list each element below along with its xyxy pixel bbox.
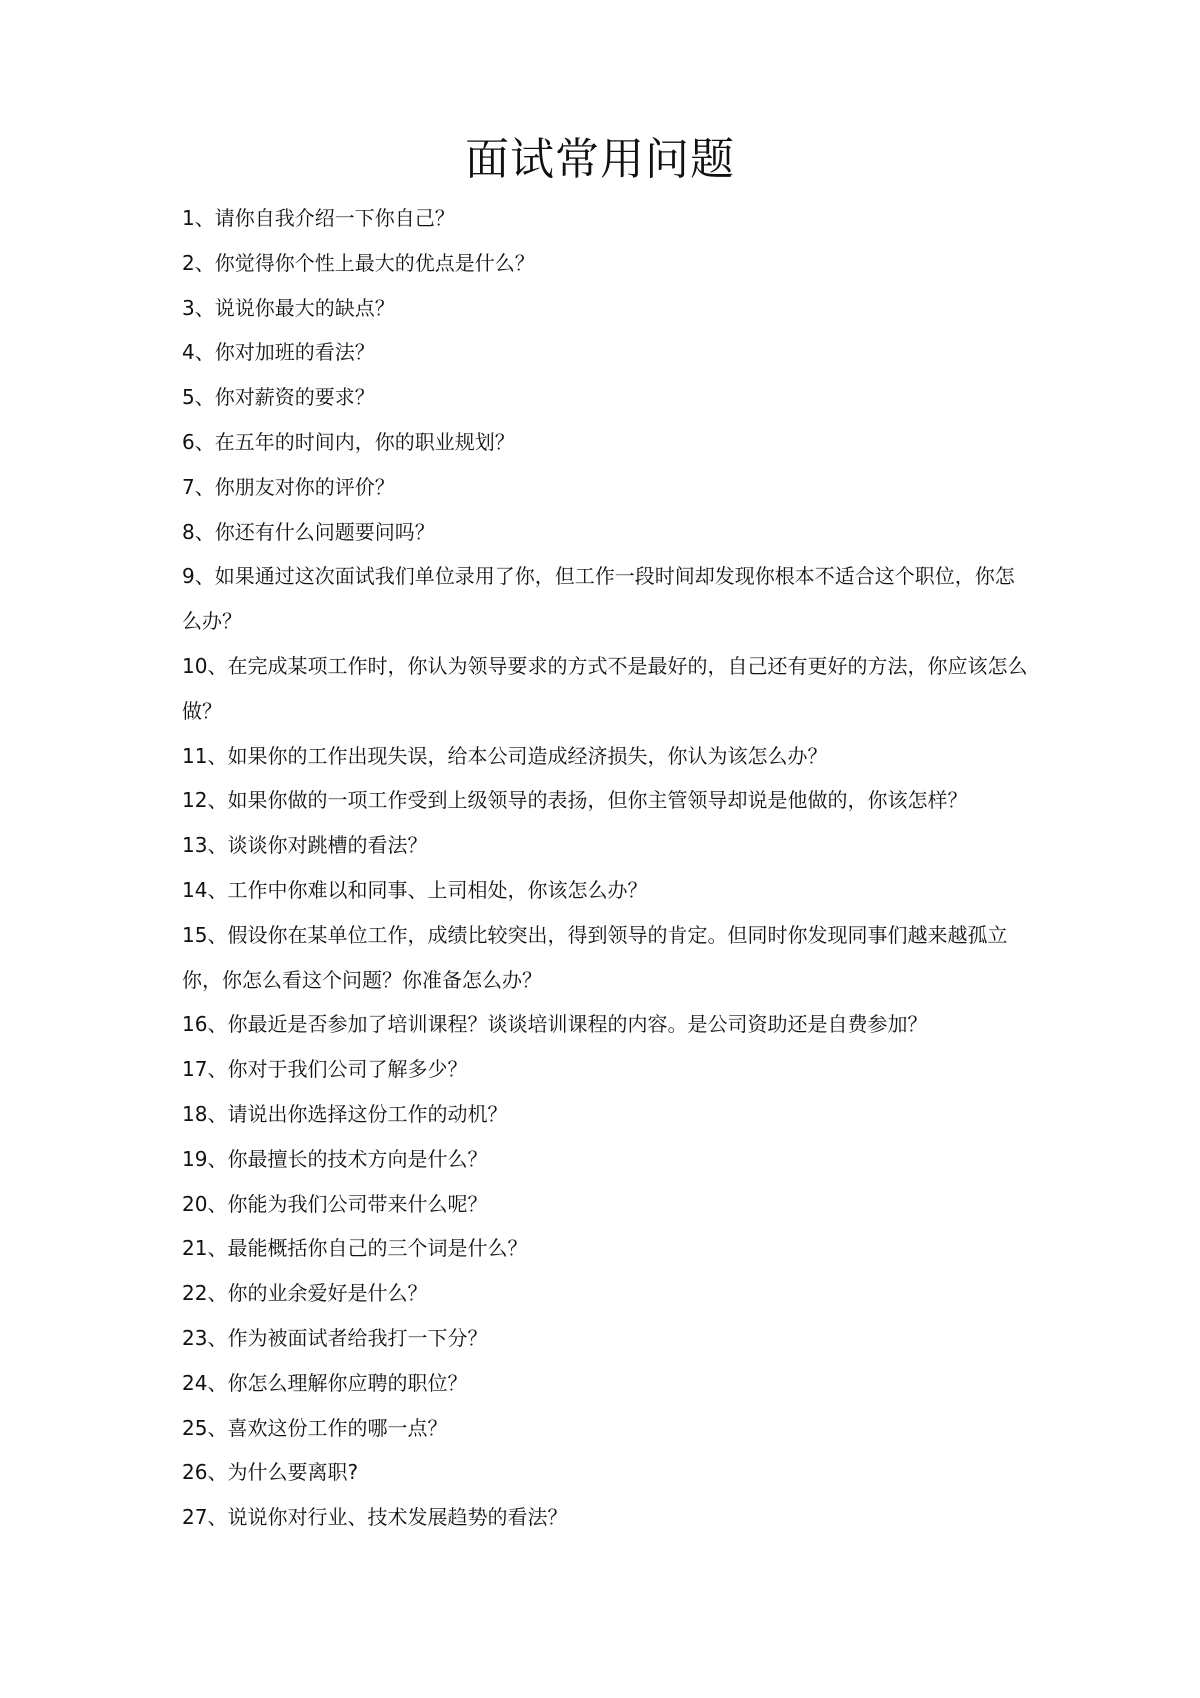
list-item: 7、你朋友对你的评价？ — [182, 474, 395, 499]
list-item: 18、请说出你选择这份工作的动机？ — [182, 1101, 508, 1126]
list-item: 3、说说你最大的缺点？ — [182, 295, 395, 320]
list-item: 13、谈谈你对跳槽的看法？ — [182, 833, 428, 858]
list-item: 9、如果通过这次面试我们单位录用了你，但工作一段时间却发现你根本不适合这个职位，你怎么办？ — [182, 564, 1015, 634]
list-item: 17、你对于我们公司了解多少？ — [182, 1057, 468, 1082]
question-list — [182, 196, 1032, 1540]
list-item: 22、你的业余爱好是什么？ — [182, 1281, 428, 1306]
list-item: 14、工作中你难以和同事、上司相处，你该怎么办？ — [182, 877, 648, 902]
list-item: 16、你最近是否参加了培训课程？谈谈培训课程的内容。是公司资助还是自费参加？ — [182, 1012, 928, 1037]
list-item: 1、请你自我介绍一下你自己？ — [182, 206, 455, 230]
list-item: 10、在完成某项工作时，你认为领导要求的方式不是最好的，自己还有更好的方法，你应该怎么做？ — [182, 653, 1028, 723]
list-item: 21、最能概括你自己的三个词是什么？ — [182, 1236, 528, 1261]
list-item: 11、如果你的工作出现失误，给本公司造成经济损失，你认为该怎么办？ — [182, 743, 828, 768]
list-item: 5、你对薪资的要求？ — [182, 385, 375, 410]
list-item: 6、在五年的时间内，你的职业规划？ — [182, 429, 515, 454]
list-item: 15、假设你在某单位工作，成绩比较突出，得到领导的肯定。但同时你发现同事们越来越孤立你，你怎么看这个问题？你准备怎么办？ — [182, 922, 1008, 992]
list-item: 26、为什么要离职? — [182, 1460, 359, 1485]
list-item: 20、你能为我们公司带来什么呢？ — [182, 1191, 488, 1216]
list-item: 4、你对加班的看法？ — [182, 340, 375, 365]
page-title: 面试常用问题 — [465, 134, 735, 185]
list-item: 23、作为被面试者给我打一下分？ — [182, 1325, 488, 1350]
list-item: 2、你觉得你个性上最大的优点是什么？ — [182, 250, 535, 275]
list-item: 8、你还有什么问题要问吗？ — [182, 519, 435, 544]
list-item: 19、你最擅长的技术方向是什么？ — [182, 1146, 488, 1171]
list-item: 27、说说你对行业、技术发展趋势的看法？ — [182, 1505, 568, 1530]
list-item: 24、你怎么理解你应聘的职位？ — [182, 1370, 468, 1395]
list-item: 12、如果你做的一项工作受到上级领导的表扬，但你主管领导却说是他做的，你该怎样？ — [182, 788, 968, 813]
list-item: 25、喜欢这份工作的哪一点？ — [182, 1415, 448, 1440]
